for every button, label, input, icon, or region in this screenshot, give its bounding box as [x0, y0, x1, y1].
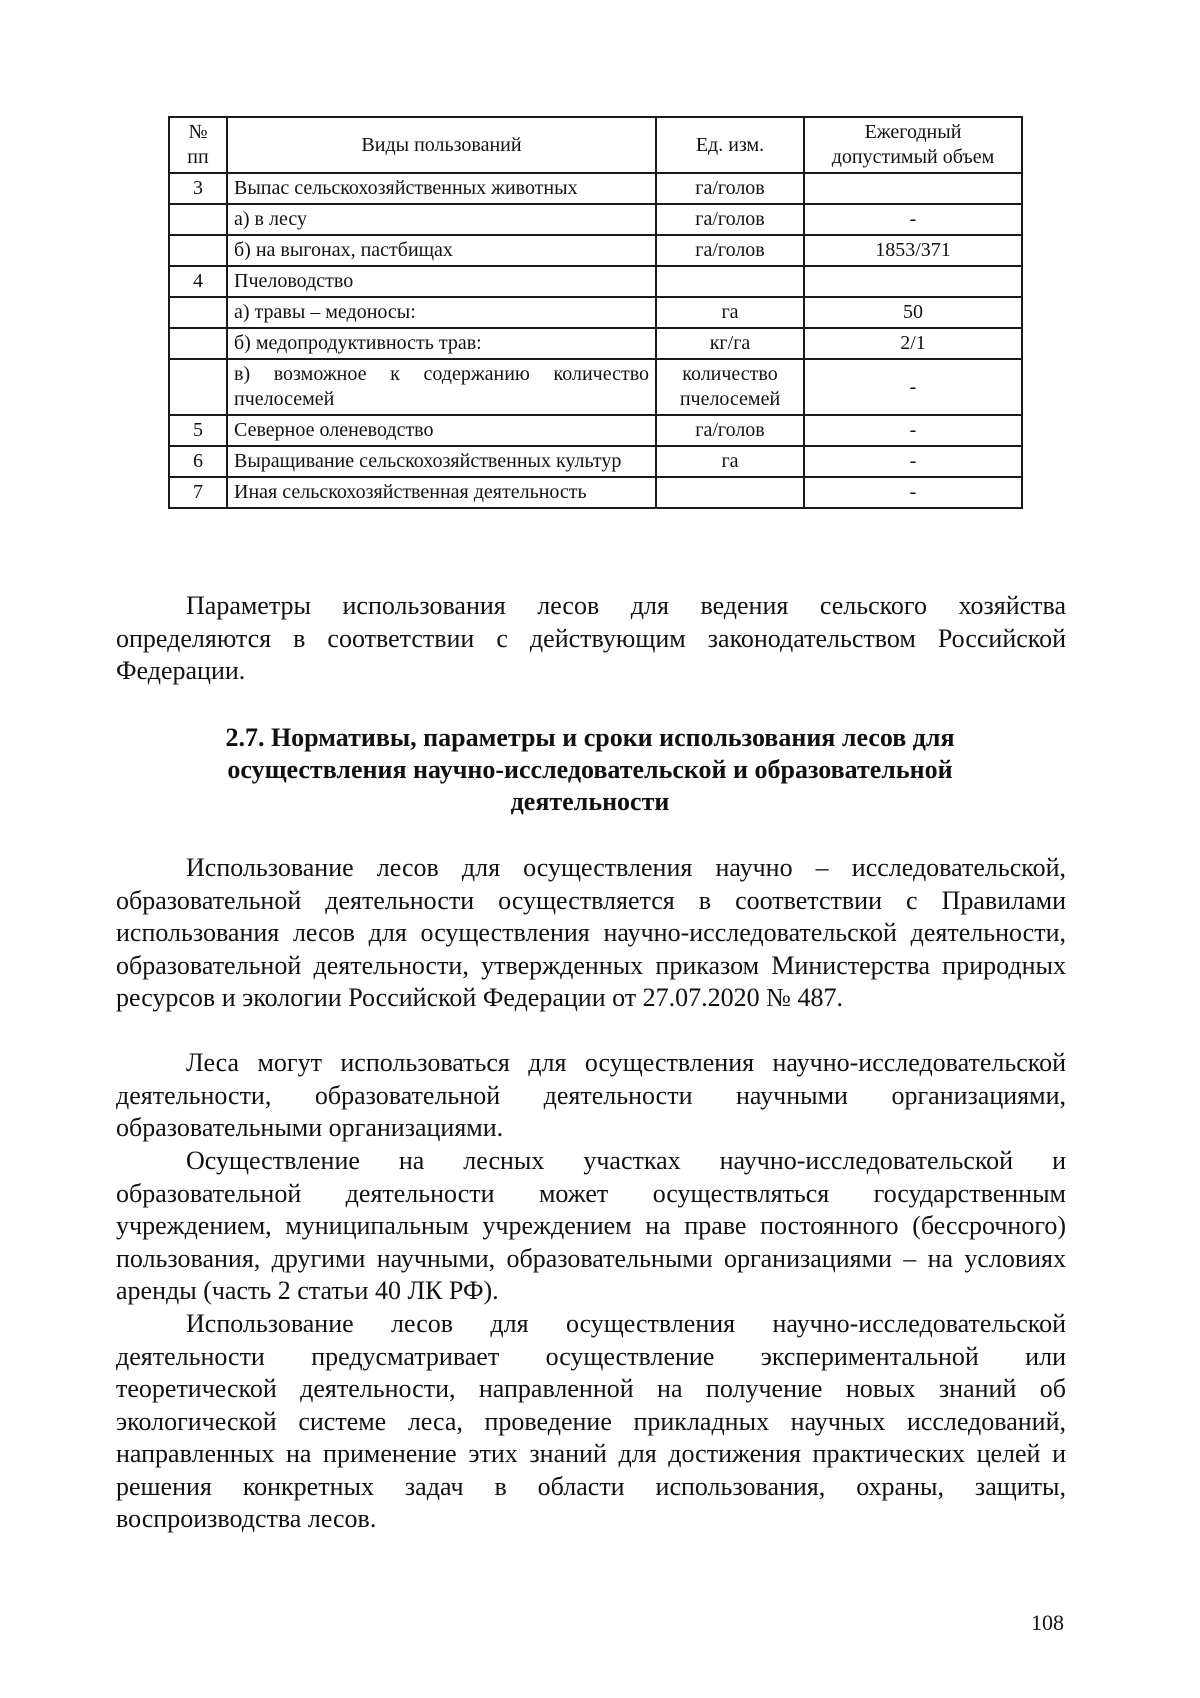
row-num: 6: [169, 446, 227, 477]
table-header-row: [169, 117, 1022, 173]
table-row: [169, 266, 1022, 297]
table-row: [169, 328, 1022, 359]
paragraph-research-activity: Использование лесов для осуществления научно-исследовательской деятельности предусматривает осуществление экспериментальной или теоретической деятельности, направленной на получение новых знаний об экологической системе леса, проведение прикладных научных исследований, направленных на применение этих знаний для достижения практических целей и решения конкретных задач в области использования, охраны, защиты, воспроизводства лесов.: [116, 1309, 1066, 1533]
paragraph-institutions: Осуществление на лесных участках научно-исследовательской и образовательной деятельности может осуществляться государственным учреждением, муниципальным учреждением на праве постоянного (бессрочного) пользования, другими научными, образовательными организациями – на условиях аренды (часть 2 статьи 40 ЛК РФ).: [116, 1146, 1066, 1305]
row-num: 5: [169, 415, 227, 446]
row-type: Выращивание сельскохозяйственных культур: [227, 446, 656, 477]
row-volume: -: [804, 446, 1022, 477]
row-unit: [656, 477, 804, 508]
row-type: в) возможное к содержанию количество пчелосемей: [227, 359, 656, 415]
row-unit: кг/га: [656, 328, 804, 359]
header-num: № пп: [169, 117, 227, 173]
row-volume: 50: [804, 297, 1022, 328]
section-heading: 2.7. Нормативы, параметры и сроки использования лесов для осуществления научно-исследовательской и образовательной деятельности: [225, 723, 955, 816]
row-unit: га/голов: [656, 235, 804, 266]
table-row: [169, 477, 1022, 508]
table-row: [169, 415, 1022, 446]
row-num: [169, 297, 227, 328]
row-type: Выпас сельскохозяйственных животных: [227, 173, 656, 204]
row-unit: га: [656, 446, 804, 477]
row-volume: 2/1: [804, 328, 1022, 359]
paragraph-research-usage: Использование лесов для осуществления научно – исследовательской, образовательной деятельности осуществляется в соответствии с Правилами использования лесов для осуществления научно-исследовательской деятельности, образовательной деятельности, утвержденных приказом Министерства природных ресурсов и экологии Российской Федерации от 27.07.2020 № 487.: [116, 853, 1066, 1012]
row-volume: [804, 266, 1022, 297]
row-type: б) на выгонах, пастбищах: [227, 235, 656, 266]
forest-use-table: [168, 116, 1023, 509]
header-type: Виды пользований: [227, 117, 656, 173]
row-num: [169, 204, 227, 235]
row-unit: га: [656, 297, 804, 328]
table-row: [169, 235, 1022, 266]
row-num: 7: [169, 477, 227, 508]
row-num: [169, 359, 227, 415]
table-row: [169, 297, 1022, 328]
row-unit: га/голов: [656, 204, 804, 235]
row-num: 4: [169, 266, 227, 297]
row-type: а) травы – медоносы:: [227, 297, 656, 328]
row-volume: 1853/371: [804, 235, 1022, 266]
table-row: [169, 204, 1022, 235]
table-row: [169, 446, 1022, 477]
row-type: а) в лесу: [227, 204, 656, 235]
paragraph-forest-organizations: Леса могут использоваться для осуществления научно-исследовательской деятельности, образовательной деятельности научными организациями, образовательными организациями.: [116, 1048, 1066, 1142]
row-unit: га/голов: [656, 173, 804, 204]
header-unit: Ед. изм.: [656, 117, 804, 173]
row-unit: [656, 266, 804, 297]
row-volume: [804, 173, 1022, 204]
row-volume: -: [804, 359, 1022, 415]
page-number: 108: [1031, 1610, 1064, 1635]
header-volume: Ежегодный допустимый объем: [804, 117, 1022, 173]
row-volume: -: [804, 415, 1022, 446]
row-volume: -: [804, 204, 1022, 235]
table-row: [169, 173, 1022, 204]
row-num: [169, 328, 227, 359]
row-num: [169, 235, 227, 266]
row-type: Пчеловодство: [227, 266, 656, 297]
table-row: [169, 359, 1022, 415]
row-type: Иная сельскохозяйственная деятельность: [227, 477, 656, 508]
row-volume: -: [804, 477, 1022, 508]
row-unit: га/голов: [656, 415, 804, 446]
row-num: 3: [169, 173, 227, 204]
row-unit: количество пчелосемей: [656, 359, 804, 415]
paragraph-agriculture-parameters: Параметры использования лесов для ведения сельского хозяйства определяются в соответствии с действующим законодательством Российской Федерации.: [116, 591, 1066, 685]
row-type: Северное оленеводство: [227, 415, 656, 446]
row-type: б) медопродуктивность трав:: [227, 328, 656, 359]
